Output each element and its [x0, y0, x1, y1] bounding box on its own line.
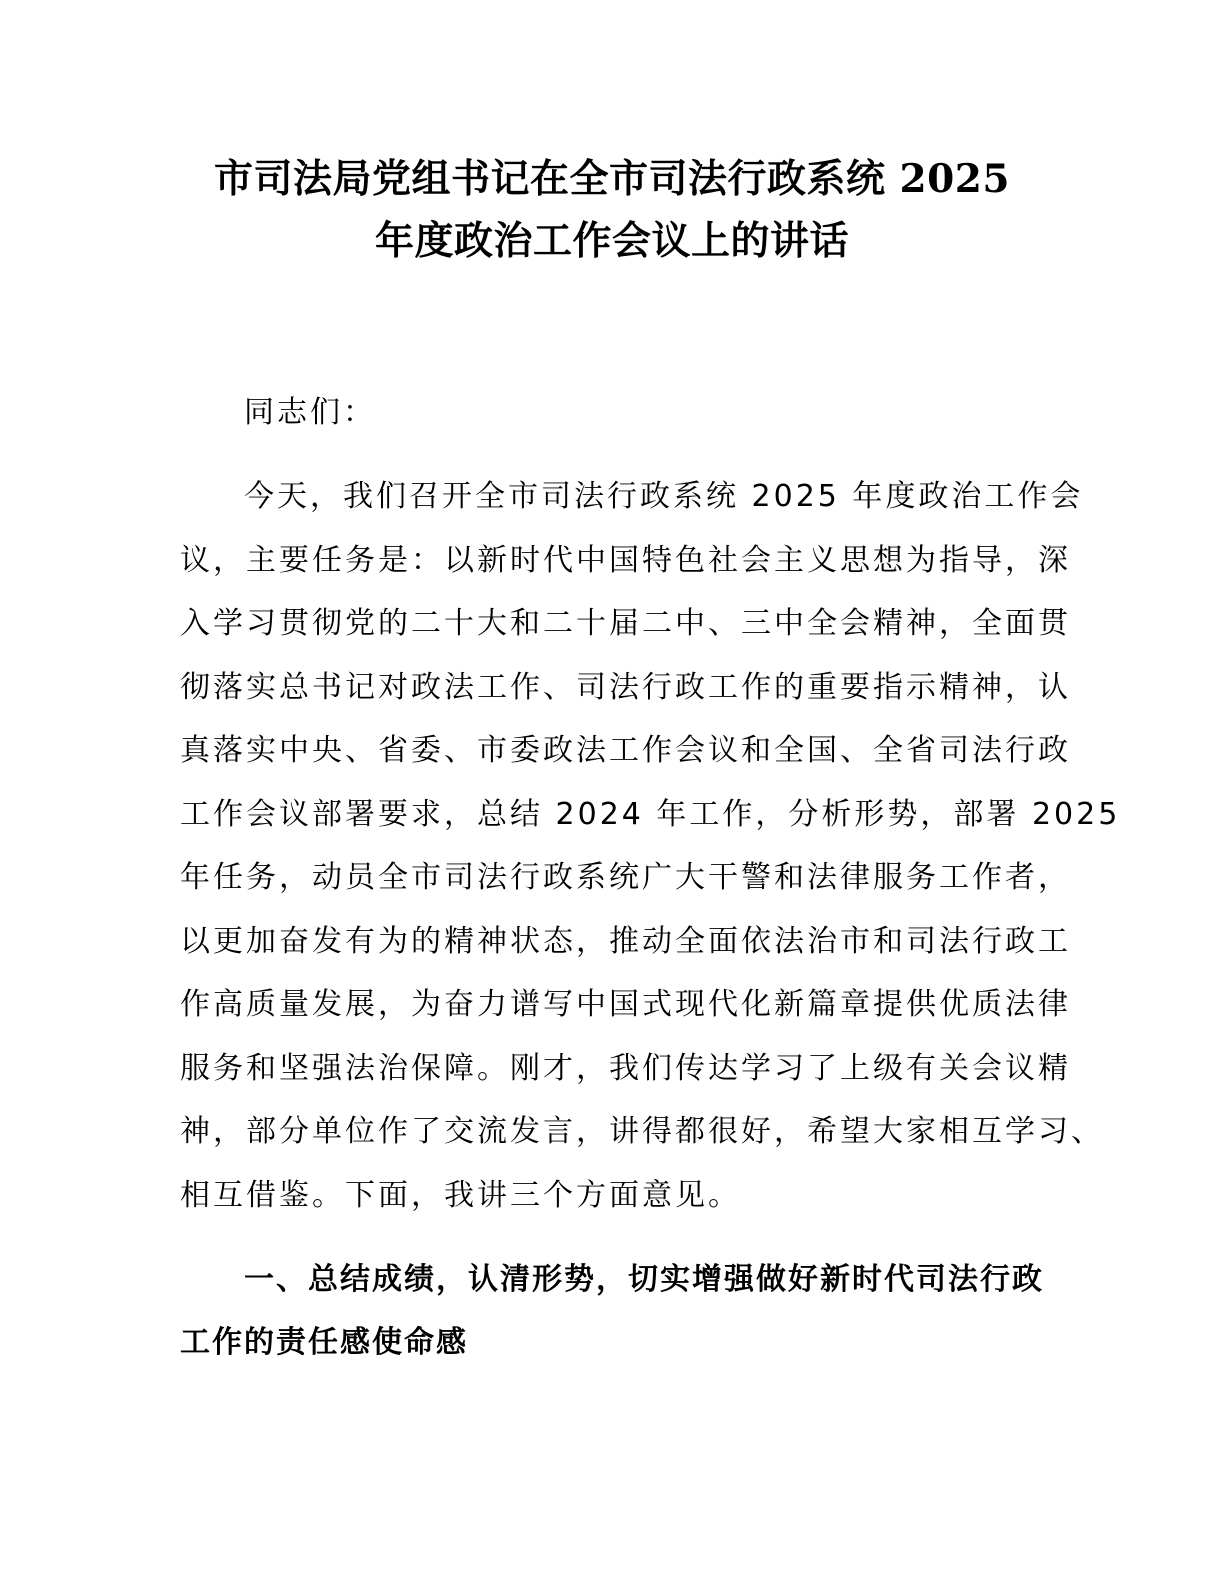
paragraph-line: 相互借鉴。下面，我讲三个方面意见。 — [180, 1177, 741, 1213]
paragraph-line: 以更加奋发有为的精神状态，推动全面依法治市和司法行政工 — [180, 923, 1071, 959]
paragraph-line: 年任务，动员全市司法行政系统广大干警和法律服务工作者， — [180, 860, 1071, 895]
paragraph-line: 真落实中央、省委、市委政法工作会议和全国、全省司法行政 — [180, 733, 1071, 768]
paragraph-line: 今天，我们召开全市司法行政系统 2025 年度政治工作会 — [244, 479, 1084, 514]
title-line-2: 年度政治工作会议上的讲话 — [374, 218, 849, 264]
paragraph-line: 彻落实总书记对政法工作、司法行政工作的重要指示精神，认 — [180, 669, 1071, 705]
section-heading-line-2: 工作的责任感使命感 — [180, 1325, 468, 1360]
title-line-1: 市司法局党组书记在全市司法行政系统 2025 — [213, 156, 1011, 202]
paragraph-line: 服务和坚强法治保障。刚才，我们传达学习了上级有关会议精 — [180, 1050, 1071, 1086]
paragraph-line: 作高质量发展，为奋力谱写中国式现代化新篇章提供优质法律 — [180, 987, 1071, 1022]
paragraph-line: 入学习贯彻党的二十大和二十届二中、三中全会精神，全面贯 — [180, 606, 1071, 641]
paragraph-line: 工作会议部署要求，总结 2024 年工作，分析形势，部署 2025 — [180, 796, 1121, 832]
salutation-text: 同志们： — [244, 395, 376, 430]
paragraph-line: 议，主要任务是：以新时代中国特色社会主义思想为指导，深 — [180, 542, 1071, 578]
salutation — [180, 381, 1040, 445]
section-heading-line-1: 一、总结成绩，认清形势，切实增强做好新时代司法行政 — [244, 1262, 1044, 1297]
section-heading-1 — [180, 1248, 1044, 1374]
document-title — [140, 148, 1084, 272]
paragraph-line: 神，部分单位作了交流发言，讲得都很好，希望大家相互学习、 — [180, 1114, 1104, 1149]
opening-paragraph — [180, 465, 1121, 1227]
